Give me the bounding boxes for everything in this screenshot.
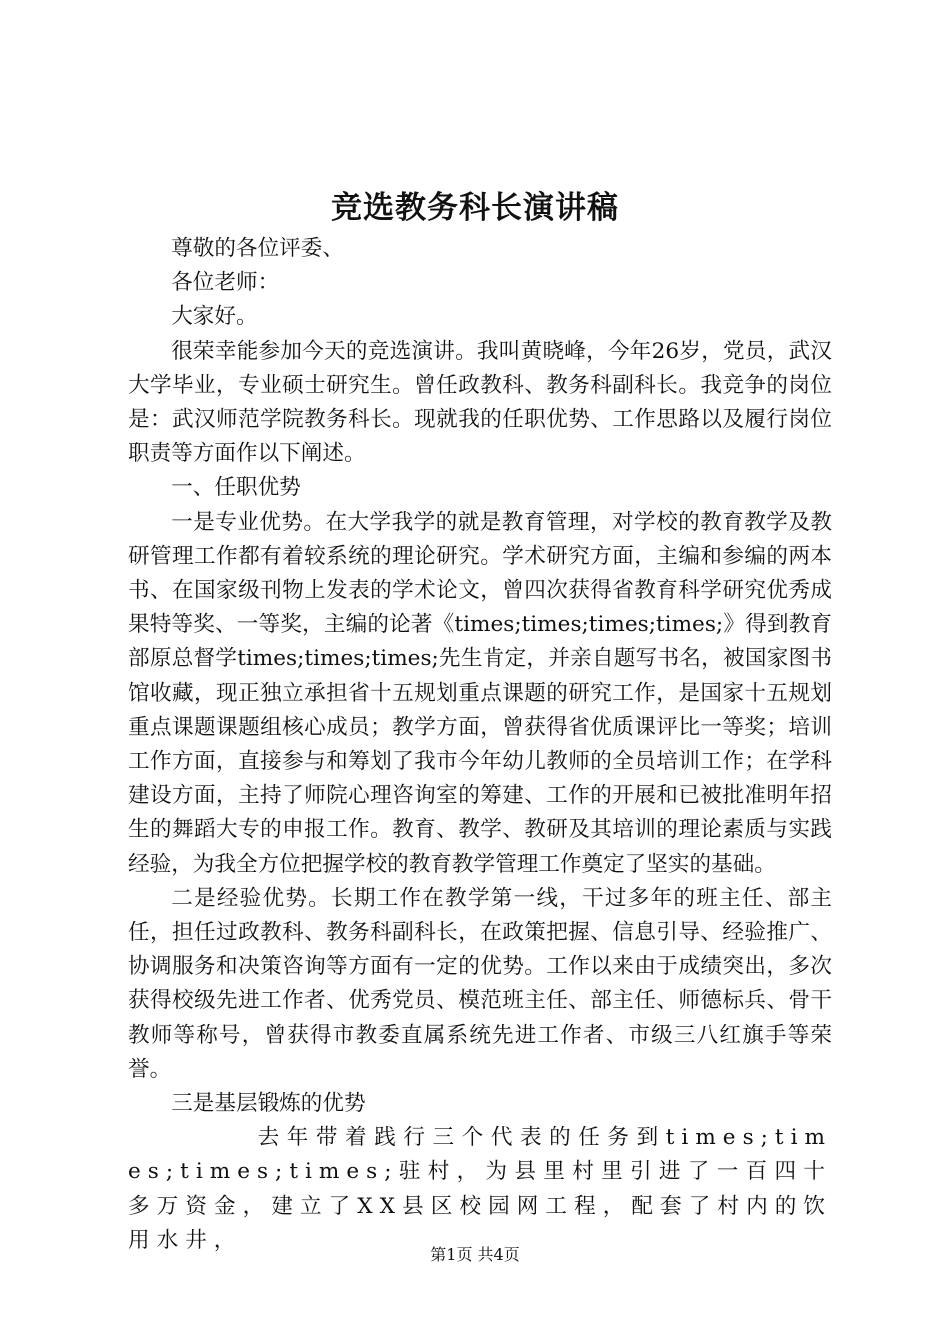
- page-footer: 第1页 共4页: [430, 1245, 520, 1264]
- paragraph-greeting: 大家好。: [171, 304, 258, 330]
- document-body: [128, 232, 832, 1258]
- paragraph-introduction: 很荣幸能参加今天的竞选演讲。我叫黄晓峰，今年26岁，党员，武汉大学毕业，专业硕士研究生。曾任政教科、教务科副科长。我竞争的岗位是：武汉师范学院教务科长。现就我的任职优势、工作思路以及履行岗位职责等方面作以下阐述。: [128, 338, 832, 467]
- paragraph-experience-advantage: 二是经验优势。长期工作在教学第一线，干过多年的班主任、部主任，担任过政教科、教务科副科长，在政策把握、信息引导、经验推广、协调服务和决策咨询等方面有一定的优势。工作以来由于成绩突出，多次获得校级先进工作者、优秀党员、模范班主任、部主任、师德标兵、骨干教师等称号，曾获得市教委直属系统先进工作者、市级三八红旗手等荣誉。: [128, 885, 832, 1082]
- section-heading-advantages: 一、任职优势: [171, 475, 301, 501]
- paragraph-professional-advantage: 一是专业优势。在大学我学的就是教育管理，对学校的教育教学及教研管理工作都有着较系统的理论研究。学术研究方面，主编和参编的两本书、在国家级刊物上发表的学术论文，曾四次获得省教育科学研究优秀成果特等奖、一等奖，主编的论著《times;times;times;times;》得到教育部原总督学times;times;times;先生肯定，并亲自题写书名，被国家图书馆收藏，现正独立承担省十五规划重点课题的研究工作，是国家十五规划重点课题课题组核心成员；教学方面，曾获得省优质课评比一等奖；培训工作方面，直接参与和筹划了我市今年幼儿教师的全员培训工作；在学科建设方面，主持了师院心理咨询室的筹建、工作的开展和已被批准明年招生的舞蹈大专的申报工作。教育、教学、教研及其培训的理论素质与实践经验，为我全方位把握学校的教育教学管理工作奠定了坚实的基础。: [128, 509, 832, 877]
- paragraph-salutation-judges: 尊敬的各位评委、: [171, 236, 344, 261]
- paragraph-salutation-teachers: 各位老师：: [171, 270, 280, 296]
- paragraph-grassroots-detail: 去年带着践行三个代表的任务到times;times;times;times;驻村，为县里村里引进了一百四十多万资金，建立了XX县区校园网工程，配套了村内的饮用水井，: [128, 1125, 832, 1253]
- paragraph-grassroots-heading: 三是基层锻炼的优势: [171, 1091, 366, 1117]
- document-title: 竞选教务科长演讲稿: [331, 190, 619, 226]
